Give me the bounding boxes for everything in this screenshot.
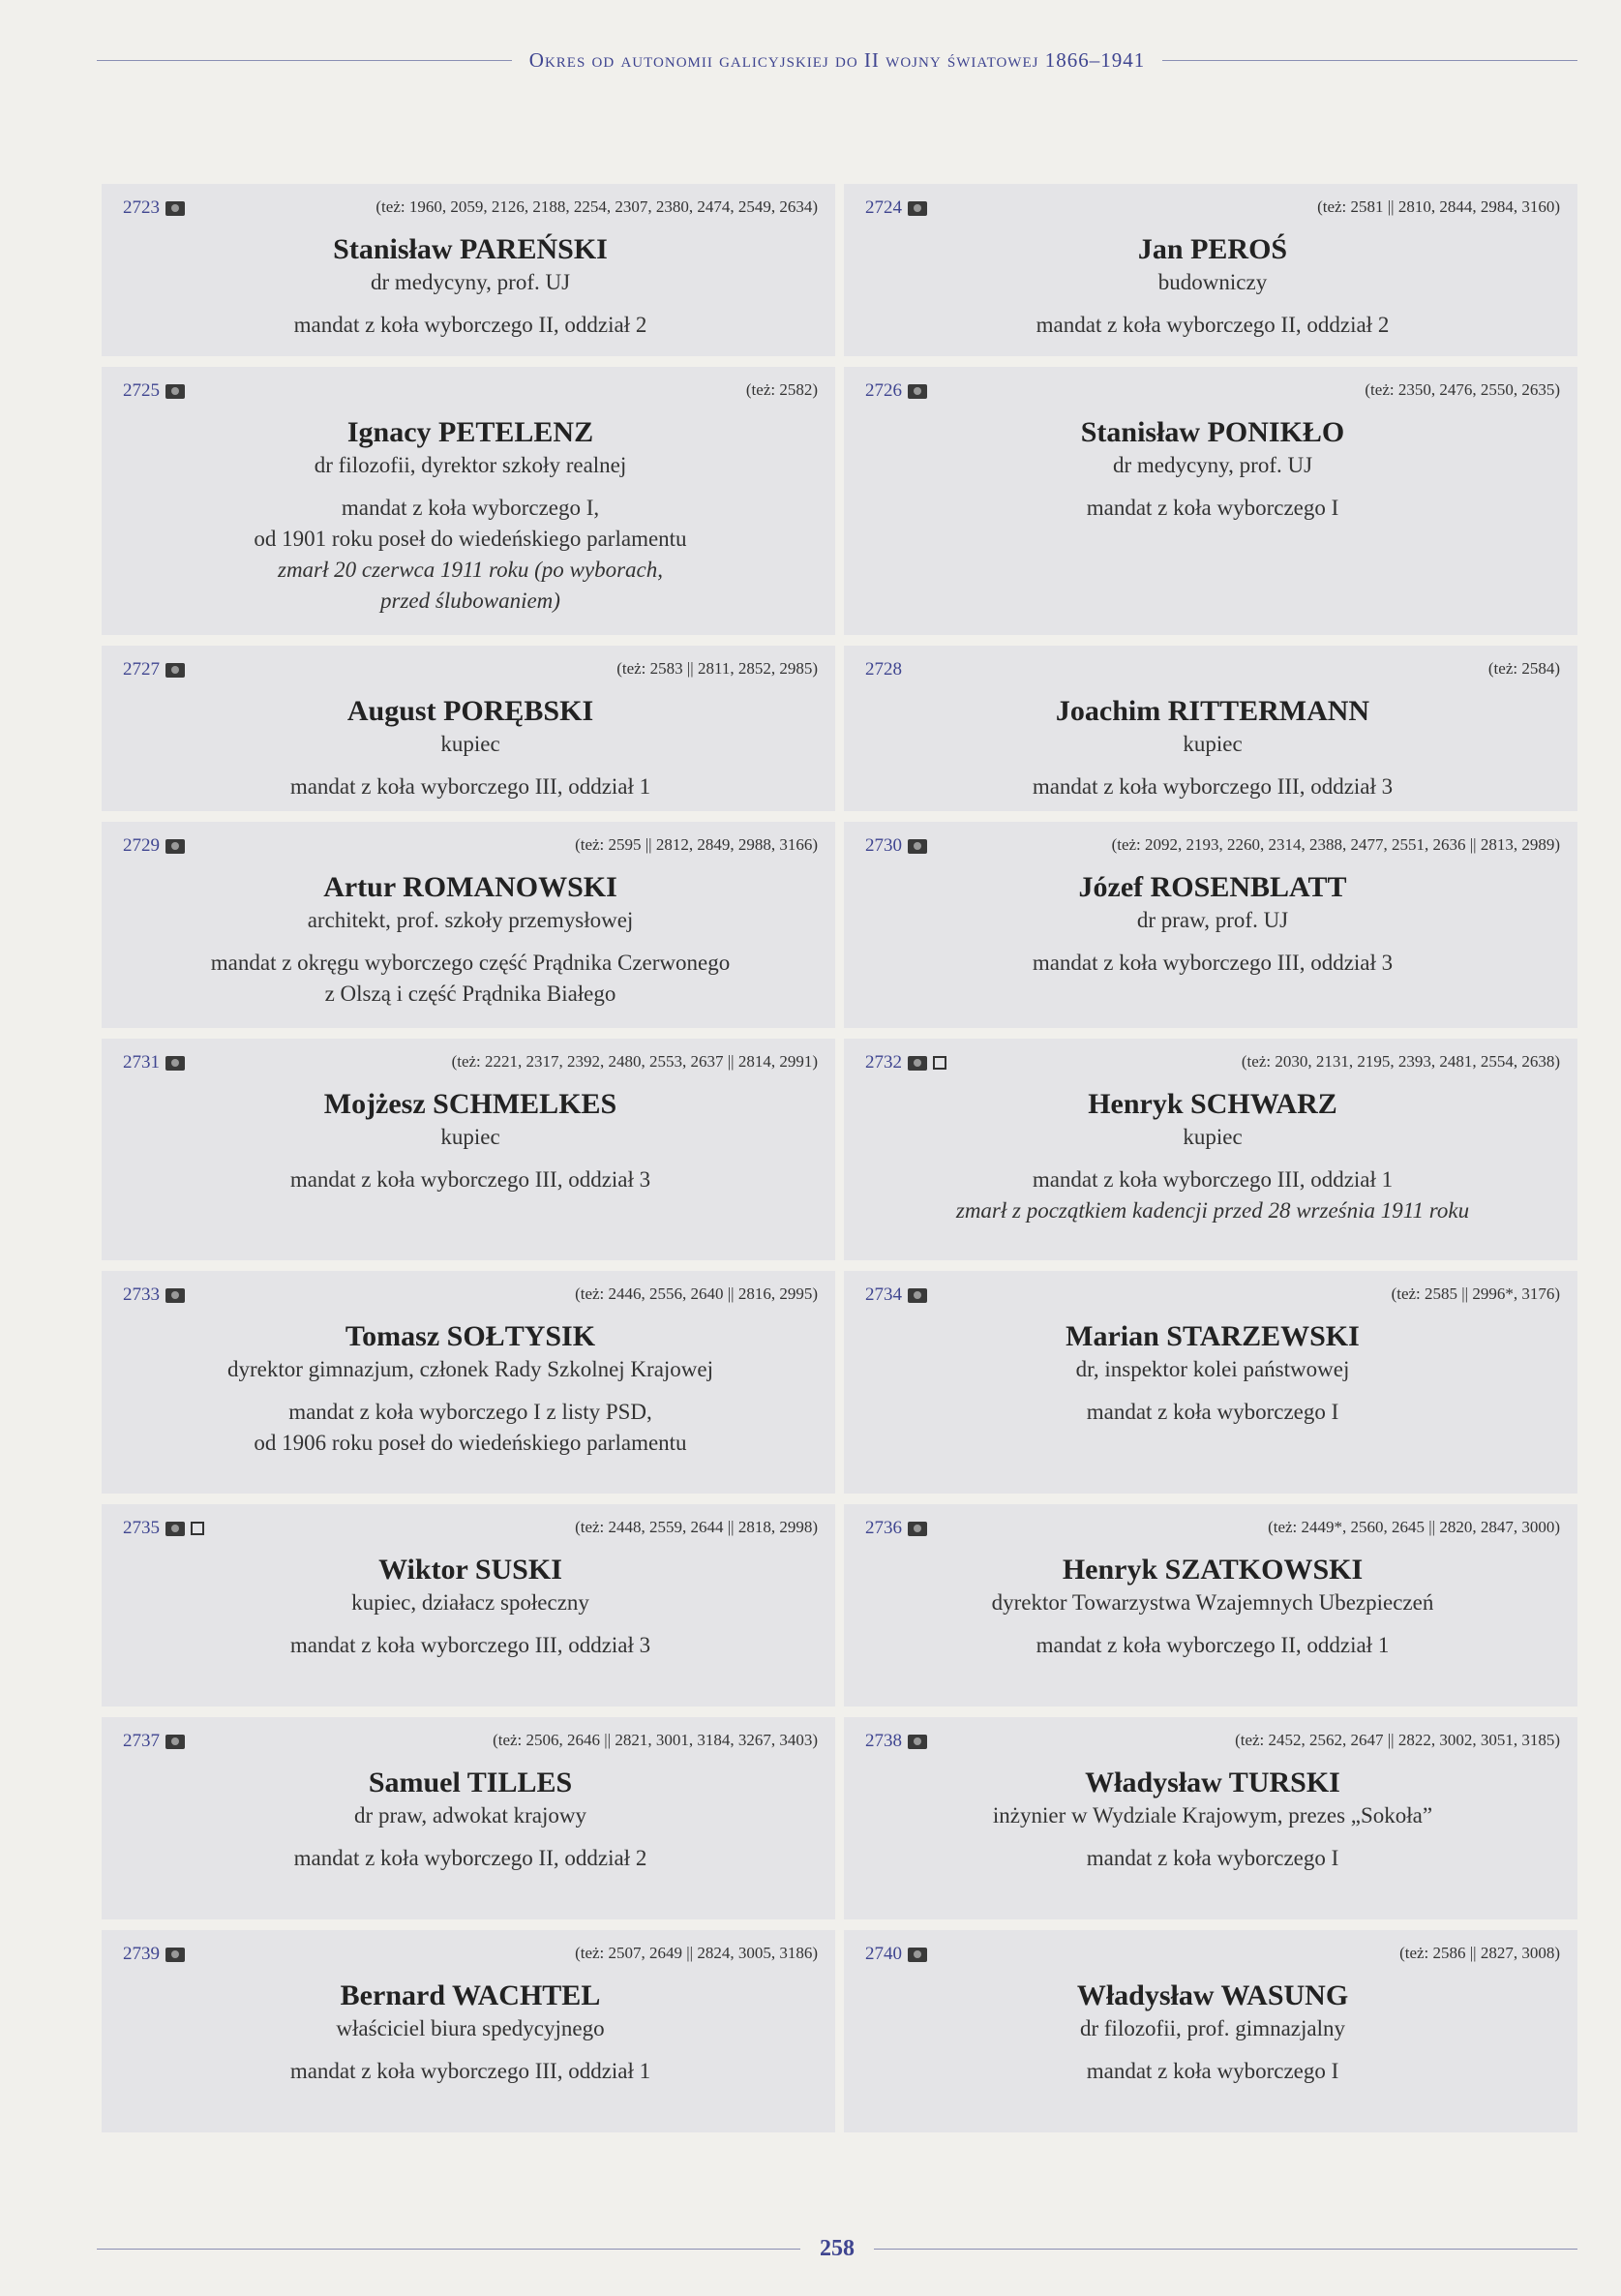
entry-detail-line: architekt, prof. szkoły przemysłowej — [307, 908, 634, 932]
entry-name: Marian STARZEWSKI — [1066, 1320, 1360, 1352]
entry-cross-references: (też: 2092, 2193, 2260, 2314, 2388, 2477, 2551, 2636 || 2813, 2989) — [1111, 835, 1560, 854]
entry-cross-references: (też: 2586 || 2827, 3008) — [1399, 1944, 1560, 1962]
camera-icon — [908, 1948, 927, 1962]
entry-number-group — [123, 1518, 204, 1539]
entry-header — [123, 380, 818, 411]
entry-header — [123, 1284, 818, 1315]
entry-number-group — [123, 835, 185, 857]
camera-icon — [165, 839, 185, 854]
entry-detail-line: mandat z koła wyborczego I — [1086, 496, 1339, 520]
entry-detail-line: mandat z koła wyborczego III, oddział 3 — [289, 1167, 651, 1192]
page-footer — [97, 2231, 1577, 2266]
entry-number-group — [123, 197, 185, 219]
camera-icon — [908, 1522, 927, 1536]
entry-name: Samuel TILLES — [368, 1767, 573, 1798]
entry-card — [102, 367, 835, 635]
entry-detail-line: dr medycyny, prof. UJ — [1112, 453, 1313, 477]
entry-detail-line: mandat z koła wyborczego I — [1086, 1846, 1339, 1870]
camera-icon — [165, 1948, 185, 1962]
entry-card — [844, 646, 1577, 811]
entry-header — [865, 1052, 1560, 1083]
entry-card — [844, 184, 1577, 356]
camera-icon — [165, 384, 185, 399]
entry-number-group — [123, 1731, 185, 1752]
entry-detail-line: kupiec, działacz społeczny — [351, 1590, 589, 1615]
entry-number: 2724 — [865, 197, 902, 218]
header-title: Okres od autonomii galicyjskiej do II wojny światowej 1866–1941 — [528, 47, 1146, 72]
spacer — [865, 1618, 1560, 1630]
entry-note-line: przed ślubowaniem) — [380, 589, 560, 613]
entry-header — [865, 1731, 1560, 1762]
entry-detail-line: kupiec — [1183, 732, 1243, 756]
entry-number-group — [123, 1052, 185, 1073]
entry-detail-line: mandat z okręgu wyborczego część Prądnika Czerwonego — [210, 951, 731, 975]
camera-icon — [908, 384, 927, 399]
entry-card — [102, 1504, 835, 1707]
square-icon — [933, 1056, 946, 1070]
entry-card — [102, 1039, 835, 1260]
footer-rule-right — [874, 2249, 1577, 2250]
entry-detail-line: dr medycyny, prof. UJ — [370, 270, 571, 294]
entry-number: 2736 — [865, 1518, 902, 1538]
camera-icon — [165, 1735, 185, 1749]
entry-name: Jan PEROŚ — [1137, 233, 1288, 265]
camera-icon — [908, 1056, 927, 1071]
footer-rule-left — [97, 2249, 800, 2250]
entry-header — [123, 197, 818, 228]
entry-detail-line: kupiec — [440, 732, 500, 756]
entry-card — [102, 646, 835, 811]
spacer — [123, 760, 818, 771]
entry-cross-references: (też: 2581 || 2810, 2844, 2984, 3160) — [1317, 197, 1560, 216]
page-number: 258 — [820, 2235, 855, 2261]
entry-header — [865, 835, 1560, 866]
entry-detail-line: dr, inspektor kolei państwowej — [1075, 1357, 1350, 1381]
entry-detail-line: mandat z koła wyborczego I z listy PSD, — [288, 1400, 652, 1424]
entry-name: Henryk SCHWARZ — [1088, 1088, 1337, 1120]
entry-detail-line: właściciel biura spedycyjnego — [336, 2016, 605, 2040]
entry-header — [123, 1944, 818, 1975]
entries-grid — [102, 184, 1577, 2143]
entry-card — [844, 1930, 1577, 2132]
entry-number: 2737 — [123, 1731, 160, 1751]
entry-name: Władysław WASUNG — [1076, 1979, 1349, 2011]
entry-number: 2729 — [123, 835, 160, 856]
entry-number: 2723 — [123, 197, 160, 218]
entry-number: 2735 — [123, 1518, 160, 1538]
entry-detail-line: kupiec — [440, 1125, 500, 1149]
camera-icon — [908, 1288, 927, 1303]
entry-number-group — [865, 1052, 946, 1073]
entry-header — [123, 1518, 818, 1549]
entry-note-line: zmarł 20 czerwca 1911 roku (po wyborach, — [278, 558, 663, 582]
spacer — [865, 481, 1560, 493]
spacer — [865, 298, 1560, 310]
spacer — [865, 1831, 1560, 1843]
entry-detail-line: od 1906 roku poseł do wiedeńskiego parlamentu — [254, 1431, 687, 1455]
entry-cross-references: (też: 2030, 2131, 2195, 2393, 2481, 2554, 2638) — [1241, 1052, 1560, 1071]
spacer — [123, 298, 818, 310]
camera-icon — [165, 1288, 185, 1303]
entry-number: 2726 — [865, 380, 902, 401]
spacer — [865, 760, 1560, 771]
entry-detail-line: budowniczy — [1157, 270, 1268, 294]
entry-detail-line: mandat z koła wyborczego I, — [341, 496, 600, 520]
entry-name: Henryk SZATKOWSKI — [1062, 1554, 1364, 1586]
entry-header — [865, 197, 1560, 228]
spacer — [865, 936, 1560, 948]
entry-card — [844, 1504, 1577, 1707]
entry-detail-line: z Olszą i część Prądnika Białego — [324, 982, 616, 1006]
header-rule-right — [1162, 60, 1577, 61]
entry-header — [123, 835, 818, 866]
spacer — [865, 1385, 1560, 1397]
entry-number: 2740 — [865, 1944, 902, 1964]
spacer — [123, 1831, 818, 1843]
entry-card — [844, 1039, 1577, 1260]
entry-card — [844, 1271, 1577, 1494]
entry-number: 2728 — [865, 659, 902, 680]
entry-number-group — [865, 1731, 927, 1752]
entry-card — [102, 184, 835, 356]
entry-number: 2731 — [123, 1052, 160, 1072]
entry-detail-line: mandat z koła wyborczego II, oddział 2 — [1036, 313, 1390, 337]
entry-card — [844, 1717, 1577, 1919]
entry-number-group — [865, 1284, 927, 1306]
entry-cross-references: (też: 2585 || 2996*, 3176) — [1391, 1284, 1560, 1303]
entry-detail-line: dyrektor gimnazjum, członek Rady Szkolnej Krajowej — [226, 1357, 714, 1381]
entry-detail-line: mandat z koła wyborczego III, oddział 3 — [289, 1633, 651, 1657]
entry-cross-references: (też: 2506, 2646 || 2821, 3001, 3184, 3267, 3403) — [493, 1731, 818, 1749]
entry-cross-references: (też: 2507, 2649 || 2824, 3005, 3186) — [575, 1944, 818, 1962]
entry-cross-references: (też: 2446, 2556, 2640 || 2816, 2995) — [575, 1284, 818, 1303]
entry-name: Władysław TURSKI — [1085, 1767, 1340, 1798]
entry-name: Stanisław PONIKŁO — [1080, 416, 1345, 448]
entry-number: 2730 — [865, 835, 902, 856]
entry-number: 2727 — [123, 659, 160, 680]
entry-number-group — [865, 659, 902, 680]
spacer — [865, 1153, 1560, 1164]
entry-detail-line: mandat z koła wyborczego II, oddział 1 — [1036, 1633, 1390, 1657]
header-rule-left — [97, 60, 512, 61]
entry-detail-line: mandat z koła wyborczego III, oddział 1 — [289, 2059, 651, 2083]
entry-detail-line: kupiec — [1183, 1125, 1243, 1149]
entry-detail-line: od 1901 roku poseł do wiedeńskiego parlamentu — [254, 527, 687, 551]
entry-header — [123, 659, 818, 690]
entry-name: Joachim RITTERMANN — [1055, 695, 1370, 727]
entry-number-group — [123, 659, 185, 680]
entry-card — [102, 1930, 835, 2132]
spacer — [123, 481, 818, 493]
entry-detail-line: dyrektor Towarzystwa Wzajemnych Ubezpieczeń — [991, 1590, 1434, 1615]
entry-cross-references: (też: 1960, 2059, 2126, 2188, 2254, 2307, 2380, 2474, 2549, 2634) — [375, 197, 818, 216]
camera-icon — [165, 201, 185, 216]
entry-number-group — [865, 380, 927, 402]
camera-icon — [908, 1735, 927, 1749]
entry-detail-line: dr praw, adwokat krajowy — [354, 1803, 586, 1828]
entry-number: 2739 — [123, 1944, 160, 1964]
entry-detail-line: dr filozofii, dyrektor szkoły realnej — [314, 453, 627, 477]
entry-detail-line: inżynier w Wydziale Krajowym, prezes „Sokoła” — [992, 1803, 1433, 1828]
entry-detail-line: mandat z koła wyborczego II, oddział 2 — [293, 1846, 647, 1870]
square-icon — [191, 1522, 204, 1535]
camera-icon — [165, 1056, 185, 1071]
camera-icon — [908, 201, 927, 216]
entry-number-group — [123, 380, 185, 402]
entry-number-group — [865, 1944, 927, 1965]
entry-cross-references: (też: 2584) — [1487, 659, 1560, 678]
entry-name: Tomasz SOŁTYSIK — [345, 1320, 596, 1352]
entry-number: 2732 — [865, 1052, 902, 1072]
entry-header — [865, 1284, 1560, 1315]
entry-name: Mojżesz SCHMELKES — [323, 1088, 617, 1120]
entry-detail-line: mandat z koła wyborczego I — [1086, 2059, 1339, 2083]
entry-header — [865, 1944, 1560, 1975]
entry-detail-line: mandat z koła wyborczego III, oddział 3 — [1032, 774, 1394, 799]
spacer — [123, 1385, 818, 1397]
entry-cross-references: (też: 2350, 2476, 2550, 2635) — [1365, 380, 1560, 399]
entry-note-line: zmarł z początkiem kadencji przed 28 września 1911 roku — [955, 1198, 1470, 1223]
entry-number-group — [865, 197, 927, 219]
entry-header — [865, 380, 1560, 411]
entry-detail-line: mandat z koła wyborczego III, oddział 1 — [1032, 1167, 1394, 1192]
spacer — [123, 936, 818, 948]
entry-name: August PORĘBSKI — [346, 695, 594, 727]
entry-card — [102, 1271, 835, 1494]
entry-number-group — [123, 1944, 185, 1965]
entry-name: Ignacy PETELENZ — [346, 416, 594, 448]
running-header — [97, 45, 1577, 76]
entry-name: Wiktor SUSKI — [378, 1554, 562, 1586]
entry-card — [844, 367, 1577, 635]
entry-header — [865, 659, 1560, 690]
entry-cross-references: (też: 2583 || 2811, 2852, 2985) — [616, 659, 818, 678]
entry-number-group — [123, 1284, 185, 1306]
entry-detail-line: mandat z koła wyborczego II, oddział 2 — [293, 313, 647, 337]
entry-detail-line: dr praw, prof. UJ — [1136, 908, 1289, 932]
camera-icon — [165, 1522, 185, 1536]
entry-number: 2734 — [865, 1284, 902, 1305]
entry-detail-line: dr filozofii, prof. gimnazjalny — [1079, 2016, 1345, 2040]
spacer — [123, 1153, 818, 1164]
entry-cross-references: (też: 2452, 2562, 2647 || 2822, 3002, 3051, 3185) — [1235, 1731, 1560, 1749]
entry-card — [102, 822, 835, 1028]
entry-cross-references: (też: 2448, 2559, 2644 || 2818, 2998) — [575, 1518, 818, 1536]
entry-number-group — [865, 1518, 927, 1539]
entry-name: Bernard WACHTEL — [340, 1979, 601, 2011]
entry-number: 2733 — [123, 1284, 160, 1305]
entry-number-group — [865, 835, 927, 857]
entry-name: Stanisław PAREŃSKI — [333, 233, 608, 265]
entry-header — [123, 1731, 818, 1762]
entry-detail-line: mandat z koła wyborczego III, oddział 3 — [1032, 951, 1394, 975]
entry-name: Artur ROMANOWSKI — [323, 871, 617, 903]
entry-cross-references: (też: 2582) — [745, 380, 818, 399]
entry-card — [102, 1717, 835, 1919]
camera-icon — [165, 663, 185, 678]
camera-icon — [908, 839, 927, 854]
entry-header — [123, 1052, 818, 1083]
spacer — [865, 2044, 1560, 2056]
spacer — [123, 2044, 818, 2056]
entry-header — [865, 1518, 1560, 1549]
entry-cross-references: (też: 2449*, 2560, 2645 || 2820, 2847, 3000) — [1268, 1518, 1560, 1536]
entry-detail-line: mandat z koła wyborczego III, oddział 1 — [289, 774, 651, 799]
entry-cross-references: (też: 2595 || 2812, 2849, 2988, 3166) — [575, 835, 818, 854]
entry-number: 2725 — [123, 380, 160, 401]
entry-number: 2738 — [865, 1731, 902, 1751]
entry-detail-line: mandat z koła wyborczego I — [1086, 1400, 1339, 1424]
entry-cross-references: (też: 2221, 2317, 2392, 2480, 2553, 2637 || 2814, 2991) — [451, 1052, 818, 1071]
entry-name: Józef ROSENBLATT — [1078, 871, 1347, 903]
entry-card — [844, 822, 1577, 1028]
spacer — [123, 1618, 818, 1630]
